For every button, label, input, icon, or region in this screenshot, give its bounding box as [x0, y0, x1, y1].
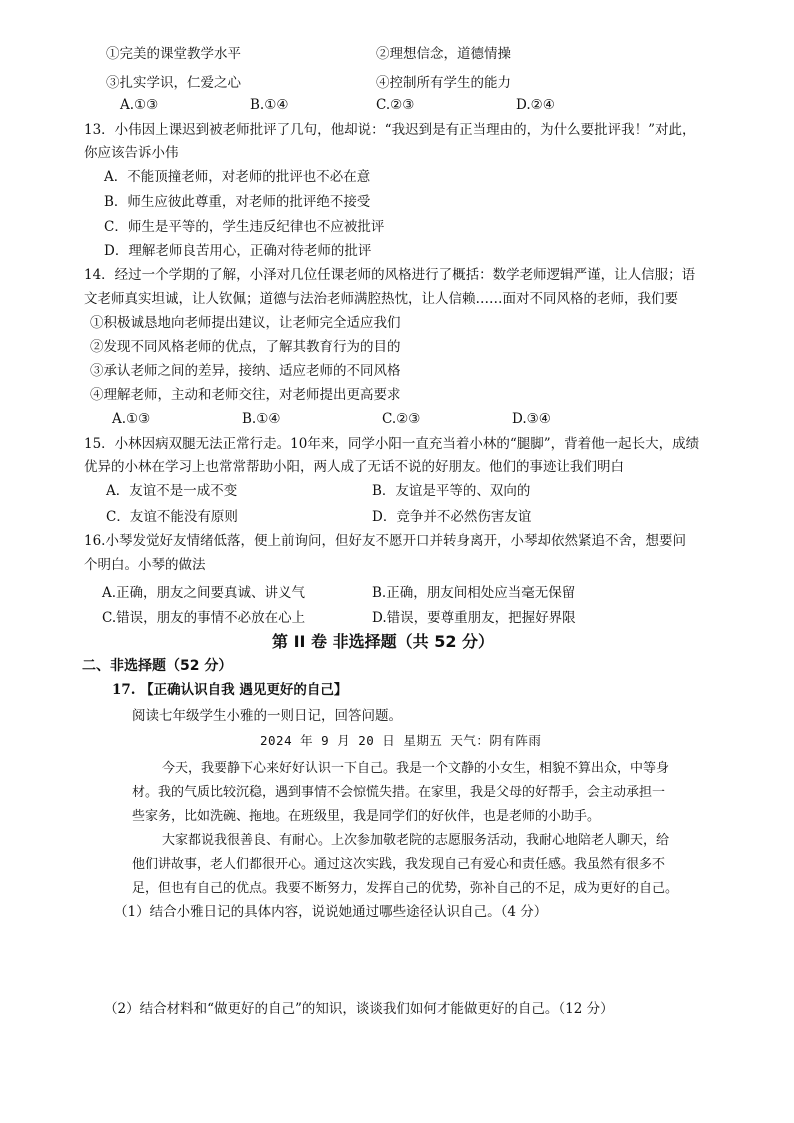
- q14-choice-b: B.①④: [242, 411, 281, 427]
- q12-option-3: ③扎实学识，仁爱之心: [106, 75, 241, 91]
- q14-option-2: ②发现不同风格老师的优点，了解其教育行为的目的: [90, 339, 401, 355]
- q16-option-b: B.正确，朋友间相处应当毫无保留: [372, 585, 576, 601]
- part2-title: 第 II 卷 非选择题（共 52 分）: [272, 632, 495, 651]
- diary-p2-line1: 大家都说我很善良、有耐心。上次参加敬老院的志愿服务活动，我耐心地陪老人聊天，给: [162, 833, 670, 848]
- q14-option-1: ①积极诚恳地向老师提出建议，让老师完全适应我们: [90, 315, 401, 331]
- q16-stem-line2: 个明白。小琴的做法: [84, 557, 206, 573]
- q15-stem-line2: 优异的小林在学习上也常常帮助小阳，两人成了无话不说的好朋友。他们的事迹让我们明白: [84, 459, 624, 475]
- q12-choice-d: D.②④: [516, 97, 555, 113]
- q12-choice-b: B.①④: [250, 97, 289, 113]
- q17-sub2: （2）结合材料和“做更好的自己”的知识，谈谈我们如何才能做更好的自己。（12 分）: [104, 1001, 614, 1017]
- q15-option-a: A．友谊不是一成不变: [106, 483, 238, 499]
- q13-stem-line1: 13．小伟因上课迟到被老师批评了几句，他却说：“我迟到是有正当理由的，为什么要批评我！”对此，: [84, 122, 696, 138]
- q12-option-1: ①完美的课堂教学水平: [106, 46, 241, 62]
- q16-stem-line1: 16.小琴发觉好友情绪低落，便上前询问，但好友不愿开口并转身离开，小琴却依然紧追不舍，想要问: [84, 533, 686, 549]
- q12-option-4: ④控制所有学生的能力: [376, 75, 511, 91]
- q14-stem-line2: 文老师真实坦诚，让人钦佩；道德与法治老师满腔热忱，让人信赖……面对不同风格的老师，我们要: [84, 291, 678, 307]
- q14-option-4: ④理解老师，主动和老师交往，对老师提出更高要求: [90, 387, 401, 403]
- section-heading: 二、非选择题（52 分）: [82, 658, 233, 674]
- diary-p2-line3: 足，但也有自己的优点。我要不断努力，发挥自己的优势，弥补自己的不足，成为更好的自己。: [132, 881, 679, 896]
- q13-option-d: D．理解老师良苦用心，正确对待老师的批评: [104, 243, 372, 259]
- q17-intro: 阅读七年级学生小雅的一则日记，回答问题。: [132, 708, 402, 724]
- q16-option-d: D.错误，要尊重朋友，把握好界限: [372, 610, 576, 626]
- diary-p1-line3: 些家务，比如洗碗、拖地。在班级里，我是同学们的好伙伴，也是老师的小助手。: [132, 809, 601, 824]
- q15-option-c: C．友谊不能没有原则: [106, 509, 238, 525]
- q14-stem-line1: 14．经过一个学期的了解，小泽对几位任课老师的风格进行了概括：数学老师逻辑严谨，让人信服；语: [84, 267, 696, 283]
- q14-choice-c: C.②③: [382, 411, 421, 427]
- q12-option-2: ②理想信念，道德情操: [376, 46, 511, 62]
- q17-heading: 17. 【正确认识自我 遇见更好的自己】: [112, 682, 348, 698]
- q13-option-a: A．不能顶撞老师，对老师的批评也不必在意: [104, 169, 371, 185]
- q12-choice-a: A.①③: [120, 97, 159, 113]
- q13-option-b: B．师生应彼此尊重，对老师的批评绝不接受: [104, 194, 371, 210]
- q14-option-3: ③承认老师之间的差异，接纳、适应老师的不同风格: [90, 363, 401, 379]
- q12-choice-c: C.②③: [376, 97, 415, 113]
- diary-date: 2024 年 9 月 20 日 星期五 天气：阴有阵雨: [260, 733, 542, 748]
- q14-choice-a: A.①③: [112, 411, 151, 427]
- q16-option-c: C.错误，朋友的事情不必放在心上: [102, 610, 306, 626]
- q16-option-a: A.正确，朋友之间要真诚、讲义气: [102, 585, 306, 601]
- q13-option-c: C．师生是平等的，学生违反纪律也不应被批评: [104, 219, 385, 235]
- q15-option-b: B．友谊是平等的、双向的: [372, 483, 531, 499]
- diary-p1-line2: 材。我的气质比较沉稳，遇到事情不会惊慌失措。在家里，我是父母的好帮手，会主动承担一: [132, 785, 666, 800]
- q17-sub1: （1）结合小雅日记的具体内容，说说她通过哪些途径认识自己。（4 分）: [114, 904, 548, 920]
- q15-stem-line1: 15．小林因病双腿无法正常行走。10年来，同学小阳一直充当着小林的“腿脚”，背着他一起长大，成绩: [84, 436, 700, 452]
- diary-p2-line2: 他们讲故事，老人们都很开心。通过这次实践，我发现自己有爱心和责任感。我虽然有很多不: [132, 857, 666, 872]
- diary-p1-line1: 今天，我要静下心来好好认识一下自己。我是一个文静的小女生，相貌不算出众，中等身: [162, 761, 670, 776]
- q15-option-d: D．竞争并不必然伤害友谊: [372, 509, 532, 525]
- q14-choice-d: D.③④: [512, 411, 551, 427]
- q13-stem-line2: 你应该告诉小伟: [84, 145, 179, 161]
